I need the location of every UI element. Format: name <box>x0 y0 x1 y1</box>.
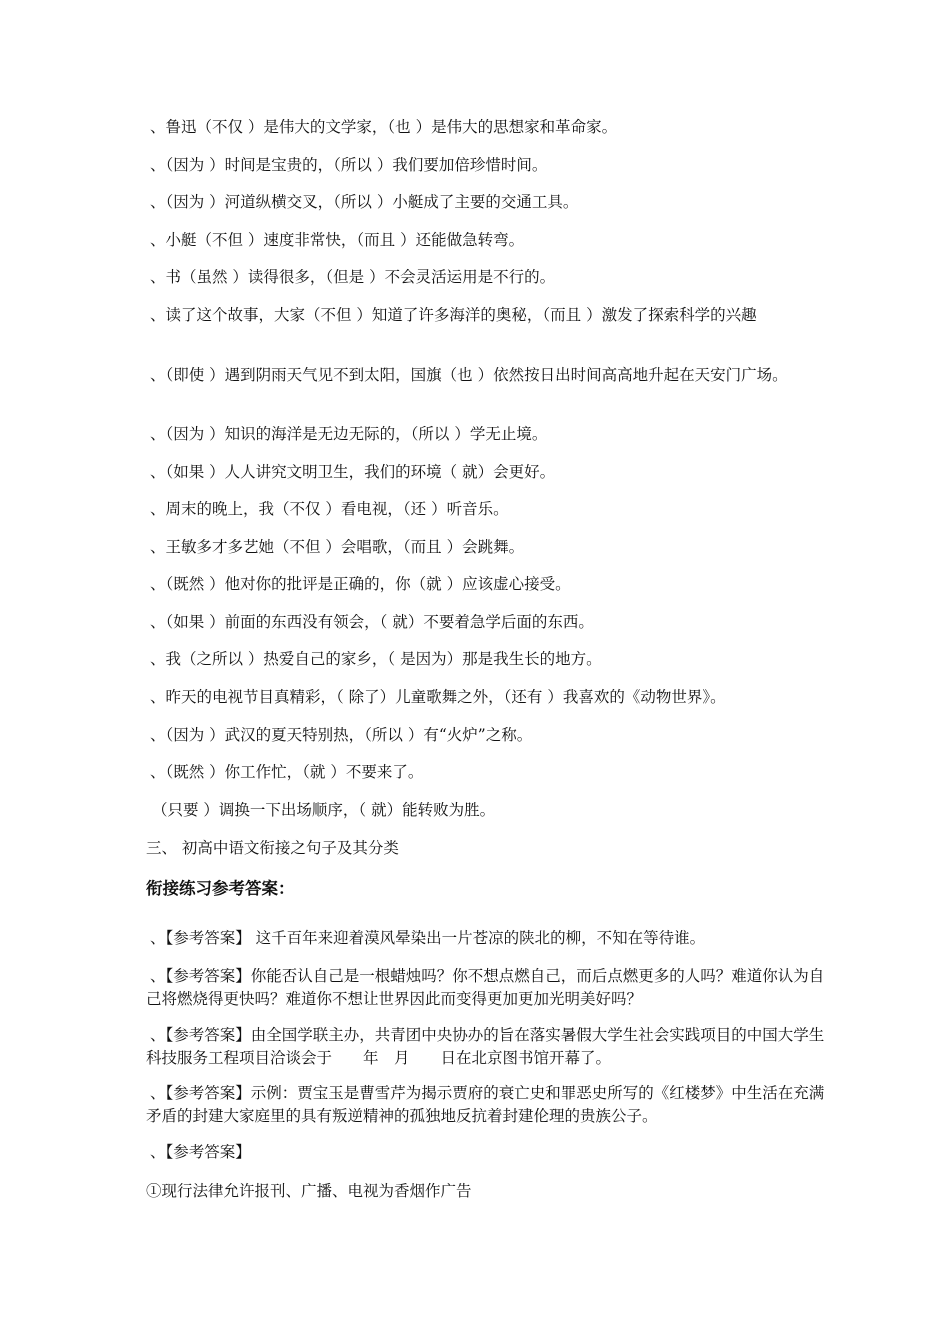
answer-2: 、【参考答案】你能否认自己是一根蜡烛吗？你不想点燃自己，而后点燃更多的人吗？难道你认为自己将燃烧得更快吗？难道你不想让世界因此而变得更加更加光明美好吗？ <box>146 967 825 1008</box>
item-5: 、书（虽然 ）读得很多，（但是 ）不会灵活运用是不行的。 <box>150 268 556 286</box>
item-12: 、（既然 ）他对你的批评是正确的，你（就 ）应该虚心接受。 <box>150 575 571 593</box>
item-13: 、（如果 ）前面的东西没有领会，（ 就）不要着急学后面的东西。 <box>150 613 594 631</box>
item-6: 、读了这个故事，大家（不但 ）知道了许多海洋的奥秘，（而且 ）激发了探索科学的兴趣 <box>150 306 757 324</box>
item-14: 、我（之所以 ）热爱自己的家乡，（ 是因为）那是我生长的地方。 <box>150 650 602 668</box>
item-8: 、（因为 ）知识的海洋是无边无际的，（所以 ）学无止境。 <box>150 425 548 443</box>
answer-1: 、【参考答案】 这千百年来迎着漠风晕染出一片苍凉的陕北的柳，不知在等待谁。 <box>150 929 706 947</box>
item-7: 、（即使 ）遇到阴雨天气见不到太阳，国旗（也 ）依然按日出时间高高地升起在天安门广场。 <box>150 366 788 384</box>
item-1: 、鲁迅（不仅 ）是伟大的文学家，（也 ）是伟大的思想家和革命家。 <box>150 118 618 136</box>
item-9: 、（如果 ）人人讲究文明卫生，我们的环境（ 就）会更好。 <box>150 463 556 481</box>
item-11: 、王敏多才多艺她（不但 ）会唱歌，（而且 ）会跳舞。 <box>150 538 525 556</box>
item-3: 、（因为 ）河道纵横交叉，（所以 ）小艇成了主要的交通工具。 <box>150 193 579 211</box>
item-17: 、（既然 ）你工作忙，（就 ）不要来了。 <box>150 763 424 781</box>
item-16: 、（因为 ）武汉的夏天特别热，（所以 ）有“火炉”之称。 <box>150 726 533 744</box>
answers-heading: 衔接练习参考答案： <box>146 879 295 898</box>
item-2: 、（因为 ）时间是宝贵的，（所以 ）我们要加倍珍惜时间。 <box>150 156 548 174</box>
item-4: 、小艇（不但 ）速度非常快，（而且 ）还能做急转弯。 <box>150 231 525 249</box>
answer-3: 、【参考答案】由全国学联主办，共青团中央协办的旨在落实暑假大学生社会实践项目的中国大学生科技服务工程项目洽谈会于 年 月 日在北京图书馆开幕了。 <box>146 1026 825 1067</box>
answer-5-point-1: ①现行法律允许报刊、广播、电视为香烟作广告 <box>146 1182 472 1200</box>
answer-4: 、【参考答案】示例：贾宝玉是曹雪芹为揭示贾府的衰亡史和罪恶史所写的《红楼梦》中生活在充满矛盾的封建大家庭里的具有叛逆精神的孤独地反抗着封建伦理的贵族公子。 <box>146 1084 825 1125</box>
answer-5: 、【参考答案】 <box>150 1143 251 1161</box>
item-10: 、周末的晚上，我（不仅 ）看电视，（还 ）听音乐。 <box>150 500 509 518</box>
item-15: 、昨天的电视节目真精彩，（ 除了）儿童歌舞之外，（还有 ）我喜欢的《动物世界》。 <box>150 688 726 706</box>
item-18: （只要 ）调换一下出场顺序，（ 就）能转败为胜。 <box>152 801 496 819</box>
section-title: 三、 初高中语文衔接之句子及其分类 <box>146 839 399 857</box>
